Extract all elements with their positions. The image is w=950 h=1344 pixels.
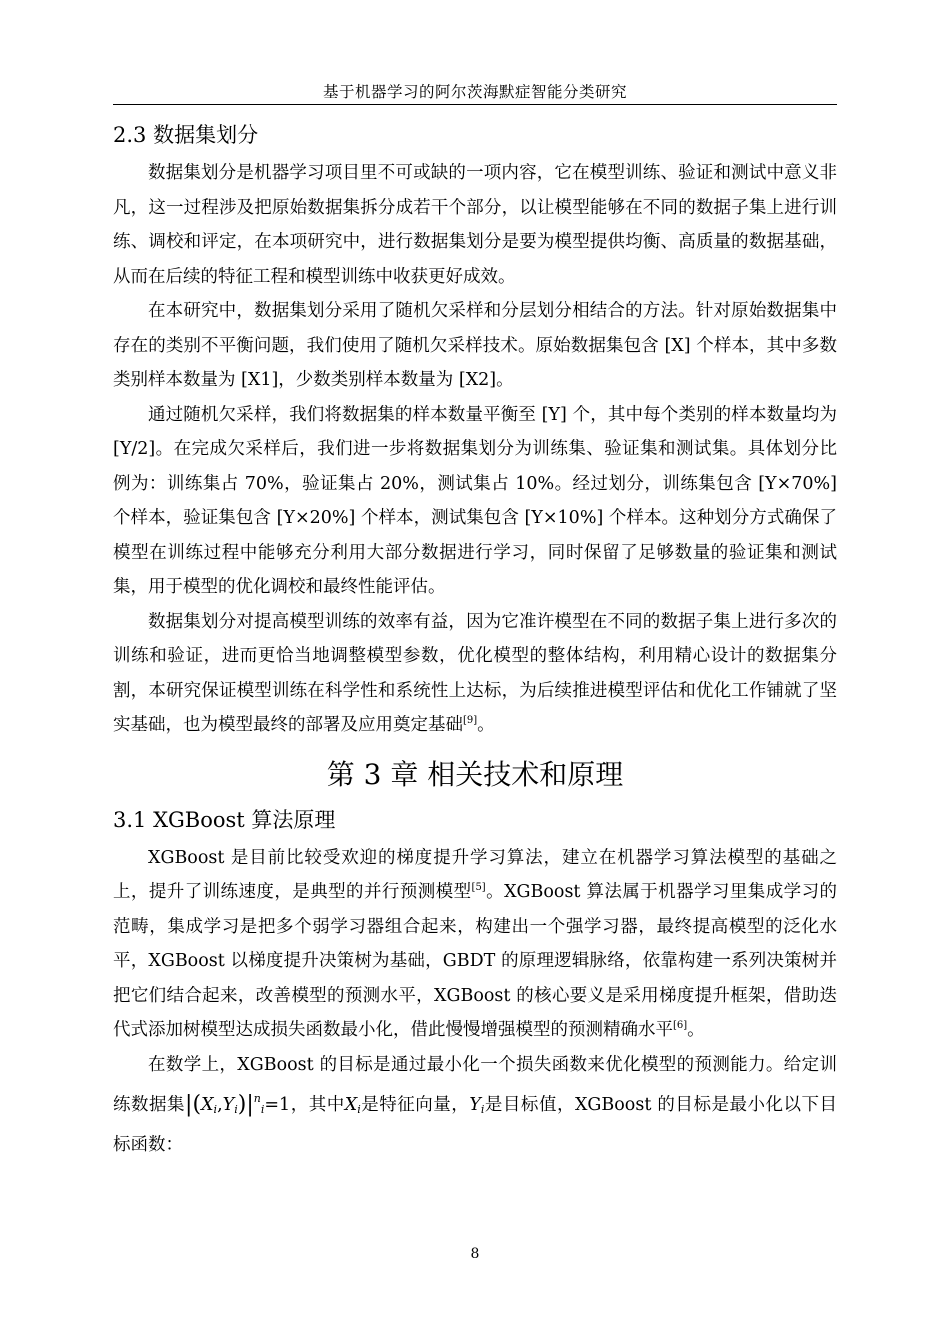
paragraph-text: XGBoost 是目前比较受欢迎的梯度提升学习算法，建立在机器学习算法模型的基础之上，提升了训练速度，是典型的并行预测模型 [113, 847, 837, 902]
math-superscript: n [253, 1092, 261, 1105]
math-x: X [344, 1095, 358, 1115]
paragraph-end: 。 [477, 715, 495, 735]
paragraph-end: 。 [687, 1020, 705, 1040]
page-number: 8 [470, 1246, 480, 1262]
paragraph: 在本研究中，数据集划分采用了随机欠采样和分层划分相结合的方法。针对原始数据集中存在的类别不平衡问题，我们使用了随机欠采样技术。原始数据集包含 [X] 个样本，其中多数类别样本数量为 [X1]，少数类别样本数量为 [X2]。 [113, 301, 837, 390]
math-subscript: i [234, 1103, 238, 1116]
paragraph-text: ，其中 [290, 1095, 345, 1115]
paragraph [113, 1048, 837, 1163]
paragraph: 通过随机欠采样，我们将数据集的样本数量平衡至 [Y] 个，其中每个类别的样本数量均为 [Y/2]。在完成欠采样后，我们进一步将数据集划分为训练集、验证集和测试集。具体划分比例为：训练集占 70%，验证集占 20%，测试集占 10%。经过划分，训练集包含 [Y×70%] 个样本，验证集包含 [Y×20%] 个样本，测试集包含 [Y×10%] 个样本。这种划分方式确保了模型在训练过程中能够充分利用大部分数据进行学习，同时保留了足够数量的验证集和测试集，用于模型的优化调校和最终性能评估。 [113, 404, 837, 597]
section-heading-2-3: 2.3 数据集划分 [113, 123, 259, 147]
math-subscript: i [357, 1103, 361, 1116]
citation: [5] [471, 882, 486, 894]
paragraph-text: 在数学上，XGBoost 的目标是通过最小化一个损失函数来优化模型的预测能力。给定训练数据集 [113, 1054, 837, 1115]
paragraph-text: 数据集划分对提高模型训练的效率有益，因为它准许模型在不同的数据子集上进行多次的训练和验证，进而更恰当地调整模型参数，优化模型的整体结构，利用精心设计的数据集分割，本研究保证模型训练在科学性和系统性上达标，为后续推进模型评估和优化工作铺就了坚实基础，也为模型最终的部署及应用奠定基础 [113, 611, 837, 735]
paragraph [113, 841, 837, 1048]
page-body [113, 112, 837, 1162]
citation: [9] [463, 715, 478, 727]
math-subscript: i [213, 1103, 218, 1116]
math-subscript: i [480, 1103, 485, 1116]
math-equals: =1 [264, 1095, 291, 1115]
paragraph-text: 是特征向量， [360, 1095, 470, 1115]
section-heading-3-1: 3.1 XGBoost 算法原理 [113, 807, 336, 832]
paragraph: 数据集划分是机器学习项目里不可或缺的一项内容，它在模型训练、验证和测试中意义非凡，这一过程涉及把原始数据集拆分成若干个部分，以让模型能够在不同的数据子集上进行训练、调校和评定，在本项研究中，进行数据集划分是要为模型提供均衡、高质量的数据基础，从而在后续的特征工程和模型训练中收获更好成效。 [113, 163, 837, 287]
math-x: X [201, 1095, 214, 1115]
math-y: Y [469, 1095, 481, 1115]
citation: [6] [673, 1020, 688, 1032]
chapter-title: 第 3 章 相关技术和原理 [326, 757, 624, 791]
dataset-formula: $|(X_i,Y_i)|^n_i=1$ [185, 1092, 291, 1117]
running-header: 基于机器学习的阿尔茨海默症智能分类研究 [322, 83, 627, 101]
paragraph-text: 。XGBoost 算法属于机器学习里集成学习的范畴，集成学习是把多个弱学习器组合起来，构建出一个强学习器，最终提高模型的泛化水平，XGBoost 以梯度提升决策树为基础，GBDT 的原理逻辑脉络，依靠构建一系列决策树并把它们结合起来，改善模型的预测水平，XGBoost 的核心要义是采用梯度提升框架，借助迭代式添加树模型达成损失函数最小化，借此慢慢增强模型的预测精确水平 [113, 882, 837, 1040]
math-subscript: i [260, 1103, 265, 1116]
paragraph [113, 605, 837, 743]
math-y: Y [222, 1095, 235, 1115]
paragraph-text: 是目标值，XGBoost 的目标是最小化以下目标函数： [113, 1095, 838, 1155]
header-rule [113, 104, 837, 105]
